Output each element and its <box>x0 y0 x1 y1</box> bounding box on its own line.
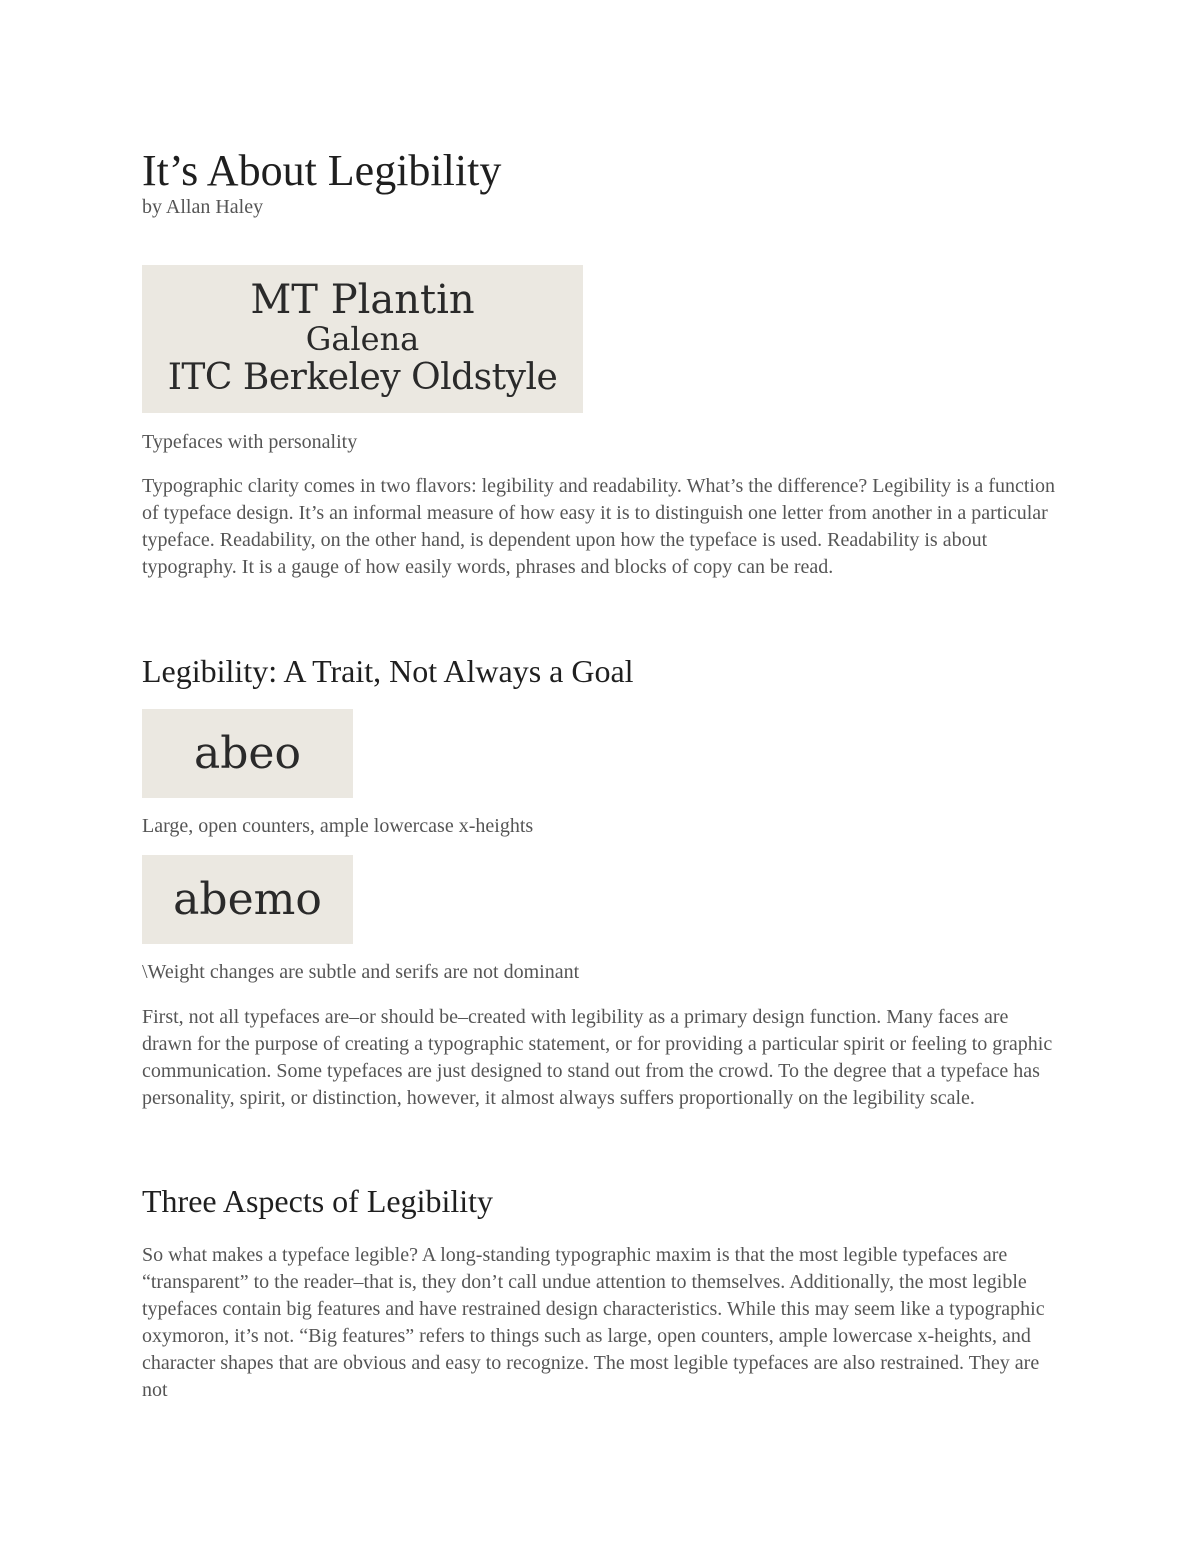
figure-caption-weight: \Weight changes are subtle and serifs are not dominant <box>142 961 580 983</box>
figure-caption-personality: Typefaces with personality <box>142 431 358 453</box>
sample-abemo-image <box>142 855 353 944</box>
typeface-name-plantin: MT Plantin <box>250 277 475 323</box>
byline: by Allan Haley <box>142 196 264 218</box>
typeface-name-galena: Galena <box>305 320 420 358</box>
sample-abemo-text: abemo <box>173 874 322 925</box>
paragraph-aspects: So what makes a typeface legible? A long-standing typographic maxim is that the most legible typefaces are “transparent” to the reader–that is, they don’t call undue attention to themselves. Additionally, the most legible typefaces contain big features and have restrained design characteristics. While this may seem like a typographic oxymoron, it’s not. “Big features” refers to things such as large, open counters, ample lowercase x-heights, and character shapes that are obvious and easy to recognize. The most legible typefaces are also restrained. They are not <box>142 1244 1045 1401</box>
sample-abeo-text: abeo <box>194 728 301 779</box>
figure-caption-counters: Large, open counters, ample lowercase x-heights <box>142 815 534 837</box>
paragraph-first: First, not all typefaces are–or should be–created with legibility as a primary design function. Many faces are drawn for the purpose of creating a typographic statement, or for providing a particular spirit or feeling to graphic communication. Some typefaces are just designed to stand out from the crowd. To the degree that a typeface has personality, spirit, or distinction, however, it almost always suffers proportionally on the legibility scale. <box>142 1006 1053 1109</box>
page-title: It’s About Legibility <box>142 146 502 195</box>
typeface-names-image <box>142 265 583 413</box>
section-heading-aspects: Three Aspects of Legibility <box>142 1183 494 1219</box>
paragraph-intro: Typographic clarity comes in two flavors: legibility and readability. What’s the difference? Legibility is a function of typeface design. It’s an informal measure of how easy it is to distinguish one letter from another in a particular typeface. Readability, on the other hand, is dependent upon how the typeface is used. Readability is about typography. It is a gauge of how easily words, phrases and blocks of copy can be read. <box>142 475 1055 578</box>
section-heading-trait: Legibility: A Trait, Not Always a Goal <box>142 653 634 689</box>
typeface-name-berkeley: ITC Berkeley Oldstyle <box>167 357 558 398</box>
sample-abeo-image <box>142 709 353 798</box>
